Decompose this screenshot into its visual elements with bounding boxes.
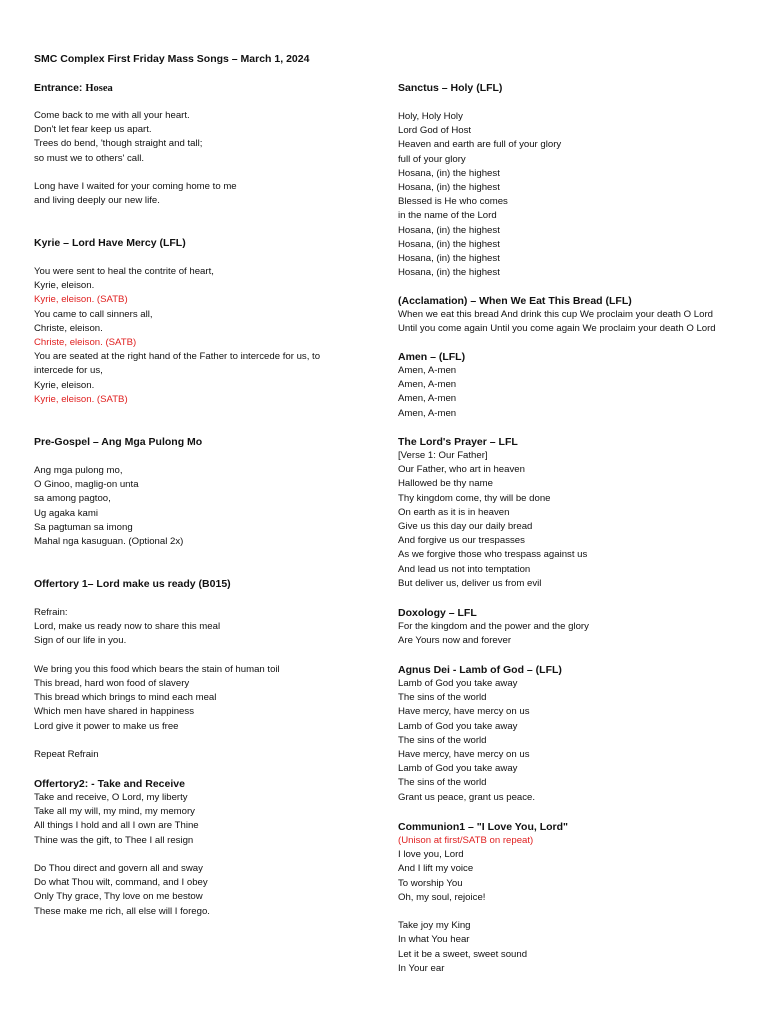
sanctus-line: full of your glory: [398, 153, 466, 165]
acclamation-line: Until you come again Until you come again We proclaim your death O Lord: [398, 323, 716, 335]
offertory1-verse-line: Lord give it power to make us free: [34, 720, 179, 732]
sanctus-line: Hosana, (in) the highest: [398, 224, 500, 236]
offertory2-line: All things I hold and all I own are Thine: [34, 820, 199, 832]
pregospel-line: Ang mga pulong mo,: [34, 465, 123, 476]
offertory1-verse-line: Which men have shared in happiness: [34, 706, 194, 718]
sanctus-line: Holy, Holy Holy: [398, 111, 463, 122]
lords-prayer-line: Our Father, who art in heaven: [398, 464, 525, 476]
sanctus-heading: Sanctus – Holy (LFL): [398, 82, 503, 94]
agnus-dei-line: The sins of the world: [398, 734, 487, 746]
acclamation-heading: (Acclamation) – When We Eat This Bread (LFL): [398, 295, 632, 307]
kyrie-line: You came to call sinners all,: [34, 308, 153, 320]
offertory1-refrain-line: Refrain:: [34, 607, 68, 618]
communion-line: In Your ear: [398, 962, 445, 974]
pregospel-line: Sa pagtuman sa imong: [34, 521, 133, 533]
agnus-dei-line: Lamb of God you take away: [398, 763, 518, 775]
agnus-dei-line: The sins of the world: [398, 777, 487, 789]
agnus-dei-line: Lamb of God you take away: [398, 720, 518, 732]
communion-line: Take joy my King: [398, 920, 471, 932]
sanctus-line: Heaven and earth are full of your glory: [398, 139, 562, 151]
sanctus-line: Hosana, (in) the highest: [398, 182, 500, 194]
section-communion: [398, 820, 748, 976]
entrance-line: Trees do bend, 'though straight and tall;: [34, 138, 203, 150]
offertory2-line: Do what Thou wilt, command, and I obey: [34, 877, 208, 889]
sanctus-line: Hosana, (in) the highest: [398, 267, 500, 279]
kyrie-satb-line: Kyrie, eleison. (SATB): [34, 294, 128, 306]
communion-line: Oh, my soul, rejoice!: [398, 891, 486, 903]
section-offertory2: [34, 777, 374, 919]
sanctus-line: Hosana, (in) the highest: [398, 238, 500, 250]
lords-prayer-line: On earth as it is in heaven: [398, 506, 510, 518]
doxology-line: For the kingdom and the power and the glory: [398, 621, 589, 632]
entrance-line: Long have I waited for your coming home to me: [34, 181, 237, 192]
offertory2-line: Do Thou direct and govern all and sway: [34, 863, 203, 874]
page-title: SMC Complex First Friday Mass Songs – March 1, 2024: [34, 53, 310, 65]
kyrie-satb-line: Kyrie, eleison. (SATB): [34, 393, 128, 405]
pregospel-heading: Pre-Gospel – Ang Mga Pulong Mo: [34, 436, 203, 448]
offertory1-verse-line: This bread, hard won food of slavery: [34, 678, 190, 689]
communion-line: In what You hear: [398, 934, 470, 946]
lords-prayer-line: Thy kingdom come, thy will be done: [398, 492, 551, 504]
offertory1-refrain-line: Lord, make us ready now to share this meal: [34, 621, 221, 633]
lords-prayer-line: But deliver us, deliver us from evil: [398, 577, 542, 589]
offertory2-line: Only Thy grace, Thy love on me bestow: [34, 891, 203, 903]
section-entrance: [34, 81, 374, 208]
lords-prayer-line: And forgive us our trespasses: [398, 535, 525, 547]
offertory1-refrain-line: Sign of our life in you.: [34, 635, 127, 647]
sanctus-line: Hosana, (in) the highest: [398, 167, 500, 179]
offertory2-heading: Offertory2: - Take and Receive: [34, 778, 185, 790]
section-pregospel: [34, 435, 374, 549]
agnus-dei-line: Grant us peace, grant us peace.: [398, 791, 536, 803]
amen-heading: Amen – (LFL): [398, 351, 466, 363]
section-acclamation: [398, 294, 748, 336]
offertory2-line: Take all my will, my mind, my memory: [34, 806, 195, 818]
sanctus-line: Lord God of Host: [398, 125, 472, 137]
section-kyrie: [34, 236, 374, 407]
entrance-heading: [34, 81, 374, 96]
entrance-line: Don't let fear keep us apart.: [34, 124, 152, 136]
entrance-line: Come back to me with all your heart.: [34, 110, 190, 121]
agnus-dei-line: The sins of the world: [398, 692, 487, 704]
lords-prayer-line: [Verse 1: Our Father]: [398, 450, 488, 461]
agnus-dei-line: Lamb of God you take away: [398, 678, 518, 689]
lords-prayer-heading: The Lord's Prayer – LFL: [398, 436, 518, 448]
doxology-line: Are Yours now and forever: [398, 635, 512, 647]
communion-heading: Communion1 – "I Love You, Lord": [398, 821, 568, 833]
communion-line: Let it be a sweet, sweet sound: [398, 948, 528, 960]
section-agnus-dei: [398, 663, 748, 805]
section-amen: [398, 350, 748, 421]
sanctus-line: in the name of the Lord: [398, 210, 497, 222]
offertory1-heading: Offertory 1– Lord make us ready (B015): [34, 578, 231, 590]
kyrie-line: Kyrie, eleison.: [34, 280, 95, 292]
kyrie-line: Kyrie, eleison.: [34, 379, 95, 391]
agnus-dei-line: Have mercy, have mercy on us: [398, 749, 530, 761]
lords-prayer-line: Give us this day our daily bread: [398, 521, 533, 533]
section-offertory1: [34, 577, 374, 762]
kyrie-satb-line: Christe, eleison. (SATB): [34, 337, 137, 349]
sanctus-line: Hosana, (in) the highest: [398, 253, 500, 265]
pregospel-line: Mahal nga kasuguan. (Optional 2x): [34, 536, 184, 548]
entrance-line: and living deeply our new life.: [34, 195, 160, 207]
communion-note: (Unison at first/SATB on repeat): [398, 835, 534, 846]
amen-line: Amen, A-men: [398, 393, 457, 405]
sanctus-line: Blessed is He who comes: [398, 196, 508, 208]
offertory1-repeat-note: Repeat Refrain: [34, 749, 99, 760]
kyrie-line: You are seated at the right hand of the Father to intercede for us, to: [34, 351, 321, 363]
agnus-dei-heading: Agnus Dei - Lamb of God – (LFL): [398, 664, 562, 676]
lords-prayer-line: As we forgive those who trespass against us: [398, 549, 588, 561]
section-doxology: [398, 606, 748, 648]
offertory1-verse-line: We bring you this food which bears the stain of human toil: [34, 663, 280, 675]
offertory2-line: Thine was the gift, to Thee I all resign: [34, 834, 194, 846]
entrance-heading-name: Hosea: [85, 83, 113, 94]
section-lords-prayer: [398, 435, 748, 591]
pregospel-line: Ug agaka kami: [34, 507, 98, 519]
communion-line: To worship You: [398, 877, 463, 889]
offertory2-line: These make me rich, all else will I forego.: [34, 905, 210, 917]
section-sanctus: [398, 81, 748, 280]
kyrie-heading: Kyrie – Lord Have Mercy (LFL): [34, 237, 186, 249]
offertory1-verse-line: This bread which brings to mind each meal: [34, 692, 217, 704]
amen-line: Amen, A-men: [398, 407, 457, 419]
entrance-heading-prefix: Entrance:: [34, 82, 86, 94]
amen-line: Amen, A-men: [398, 365, 457, 376]
communion-line: I love you, Lord: [398, 849, 464, 861]
entrance-line: so must we to others' call.: [34, 152, 145, 164]
offertory2-line: Take and receive, O Lord, my liberty: [34, 792, 188, 803]
lords-prayer-line: Hallowed be thy name: [398, 478, 493, 490]
kyrie-line: You were sent to heal the contrite of heart,: [34, 266, 214, 277]
amen-line: Amen, A-men: [398, 379, 457, 391]
agnus-dei-line: Have mercy, have mercy on us: [398, 706, 530, 718]
communion-line: And I lift my voice: [398, 863, 474, 875]
pregospel-line: sa among pagtoo,: [34, 493, 111, 505]
kyrie-line: intercede for us,: [34, 365, 103, 377]
doxology-heading: Doxology – LFL: [398, 607, 477, 619]
acclamation-line: When we eat this bread And drink this cup We proclaim your death O Lord: [398, 309, 713, 320]
kyrie-line: Christe, eleison.: [34, 322, 103, 334]
lords-prayer-line: And lead us not into temptation: [398, 563, 531, 575]
pregospel-line: O Ginoo, maglig-on unta: [34, 479, 139, 491]
